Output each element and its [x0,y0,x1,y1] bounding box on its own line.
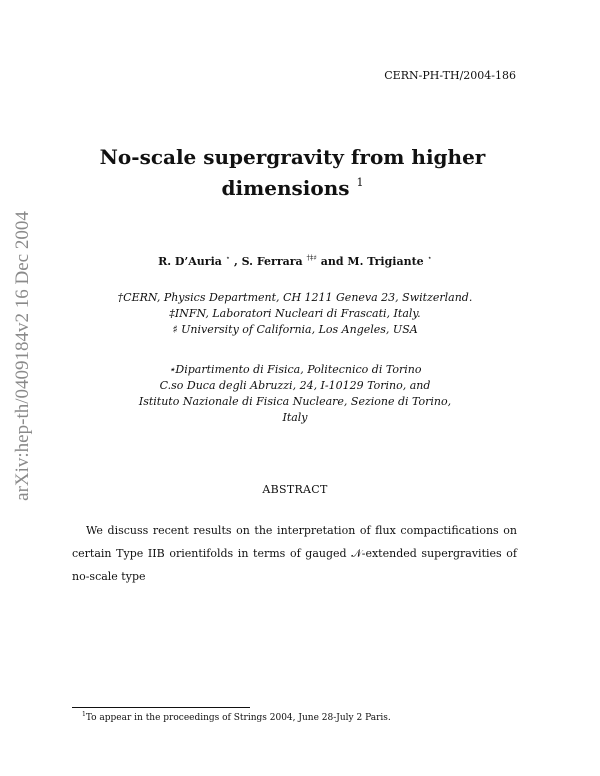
author-1-mark: ⋆ [225,254,231,262]
arxiv-identifier: arXiv:hep-th/0409184v2 16 Dec 2004 [12,211,34,501]
arxiv-side-stamp [1,205,45,507]
abstract-heading: ABSTRACT [262,483,328,496]
report-number: CERN-PH-TH/2004-186 [384,69,516,82]
footnote-mark: 1 [82,711,86,718]
author-2-mark: †‡♯ [306,254,317,262]
author-3-mark: ⋆ [427,254,432,262]
author-3: and M. Trigiante [320,255,424,268]
affiliation-line: ‡INFN, Laboratori Nucleari di Frascati, Italy. [169,307,421,320]
affiliation-line: †CERN, Physics Department, CH 1211 Geneva 23, Switzerland. [117,291,473,304]
affiliations-block-1 [100,290,490,338]
affiliation-line: Istituto Nazionale di Fisica Nucleare, Sezione di Torino, [138,395,452,408]
author-1: R. D’Auria [158,255,222,268]
footnote-text: To appear in the proceedings of Strings 2004, June 28-July 2 Paris. [85,713,391,723]
author-2: , S. Ferrara [233,255,303,268]
paper-title [90,145,495,201]
affiliation-line: ⋆Dipartimento di Fisica, Politecnico di Torino [168,363,422,376]
affiliation-line: Italy [282,411,308,424]
title-footnote-mark: 1 [356,176,364,189]
title-line-2-text: dimensions [221,176,350,200]
affiliation-line: ♯ University of California, Los Angeles, USA [172,323,418,336]
affiliation-line: C.so Duca degli Abruzzi, 24, I-10129 Torino, and [159,379,431,392]
abstract-text: We discuss recent results on the interpretation of flux compactifications on certain Type IIB orientifolds in terms of gauged 𝒩-extended supergravities of no-scale type [72,524,517,583]
title-line-1: No-scale supergravity from higher [99,145,486,169]
affiliations-block-2 [100,362,490,426]
footnote [82,711,391,723]
footnote-divider [72,707,250,708]
title-line-2 [90,170,495,201]
author-list [130,254,460,268]
